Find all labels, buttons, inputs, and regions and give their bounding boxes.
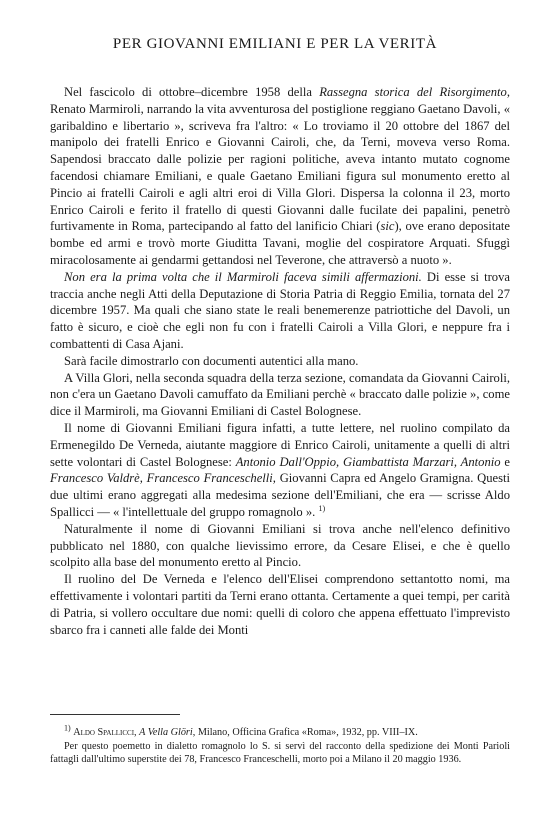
paragraph-text: Nel fascicolo di ottobre–dicembre 1958 della [64, 85, 320, 99]
volunteer-names: Antonio Dall'Oppio, Giambattista Marzari, Antonio [235, 454, 501, 469]
footnote-reference: 1) [318, 503, 326, 513]
paragraph-5 [50, 420, 510, 521]
volunteer-names: Francesco Valdrè, Francesco Franceschelli, [50, 471, 276, 486]
paragraph-4: A Villa Glori, nella seconda squadra della terza sezione, comandata da Giovanni Cairoli, non c'era un Gaetano Davoli camuffato da Emiliani perchè « braccato dalle polizie », come dice il Marmiroli, ma Giovanni Emiliani di Castel Bolognese. [50, 370, 510, 419]
paragraph-text: Giovanni Capra ed Angelo Gramigna. Questi due ultimi erano aggregati alla medesima sezione dell'Emiliani, che era — scrisse Aldo Spallicci — « l'intellettuale del gruppo romagnolo ». [50, 471, 510, 519]
paragraph-text: Il nome di Giovanni Emiliani figura infatti, a tutte lettere, nel ruolino compilato da Ermenegildo De Verneda, aiutante maggiore di Enrico Cairoli, unitamente a quelli di altri sette volontari di Castel Bolognese: [50, 420, 510, 469]
paragraph-6: Naturalmente il nome di Giovanni Emiliani si trova anche nell'elenco definitivo pubblicato nel 1880, con qualche lievissimo errore, da Cesare Elisei, e che è quello scolpito alla base del monumento eretto al Pincio. [50, 521, 510, 570]
footnote-1 [50, 723, 510, 740]
footnote-author: Aldo Spallicci [73, 727, 135, 738]
footnote-marker: 1) [64, 723, 71, 733]
footnotes [50, 723, 510, 767]
paragraph-2 [50, 269, 510, 353]
emphasis-text: Non era la prima volta che il Marmiroli faceva simili affermazioni. [64, 269, 422, 284]
paragraph-text: e [500, 454, 510, 469]
article-body [50, 84, 510, 638]
paragraph-text: , Renato Marmiroli, narrando la vita avventurosa del postiglione reggiano Gaetano Davoli, « garibaldino e libertario », scriveva fra l'altro: « Lo troviamo il 20 ottobre del 1867 del manipolo dei fratelli Enrico e Giovanni Cairoli, che, da Terni, moveva verso Roma. Sapendosi braccato dalle polizie per ragioni politiche, aveva intanto mutato cognome facendosi chiamare Emiliani, e quale Gaetano Emiliani figura sul monumento eretto al Pincio ai fratelli Cairoli e agli altri eroi di Villa Glori. Dispersa la colonna il 23, morto Enrico Cairoli e ferito il fratello di questi Giovanni dalle fucilate dei papalini, penetrò furtivamente in Roma, partecipando al fatto del lanificio Chiari ( [50, 85, 511, 234]
paragraph-text: ), ove erano depositate bombe ed armi e trovò morte Giuditta Tavani, moglie del cospiratore Arquati. Sfuggì miracolosamente ai gendarmi gettandosi nel Teverone, che attraversò a nuoto ». [50, 219, 510, 267]
paragraph-3: Sarà facile dimostrarlo con documenti autentici alla mano. [64, 353, 359, 368]
page-title: PER GIOVANNI EMILIANI E PER LA VERITÀ [112, 36, 438, 52]
paragraph-1 [50, 84, 510, 269]
footnote-work-title: A Vella Glöri [139, 727, 193, 738]
paragraph-text: Di esse si trova traccia anche negli Atti della Deputazione di Storia Patria di Reggio Emilia, tornata del 27 dicembre 1957. Ma quali che siano state le reali benemerenze patriottiche del Davoli, un fatto è sicuro, e cioè che egli non fu con i fratelli Cairoli a Villa Glori, e neppure fra i combattenti di Casa Ajani. [50, 269, 510, 351]
sic-note: sic [380, 219, 395, 234]
footnote-text: , [134, 727, 140, 738]
paragraph-7: Il ruolino del De Verneda e l'elenco dell'Elisei comprendono settantotto nomi, ma effettivamente i volontari partiti da Terni erano ottanta. Certamente a quei tempi, per carità di Patria, si vollero occultare due nomi: quelli di coloro che appena effettuato l'imprevisto sbarco fra i canneti alle falde dei Monti [50, 572, 510, 637]
footnote-text: , Milano, Officina Grafica «Roma», 1932, pp. VIII–IX. [192, 727, 418, 738]
footnote-1-continuation: Per questo poemetto in dialetto romagnolo lo S. si servì del racconto della spedizione dei Monti Parioli fattagli dall'ultimo superstite dei 78, Francesco Franceschelli, morto poi a Milano il 20 maggio 1936. [50, 740, 510, 766]
journal-title: Rassegna storica del Risorgimento [319, 85, 507, 99]
footnote-divider [50, 714, 180, 715]
